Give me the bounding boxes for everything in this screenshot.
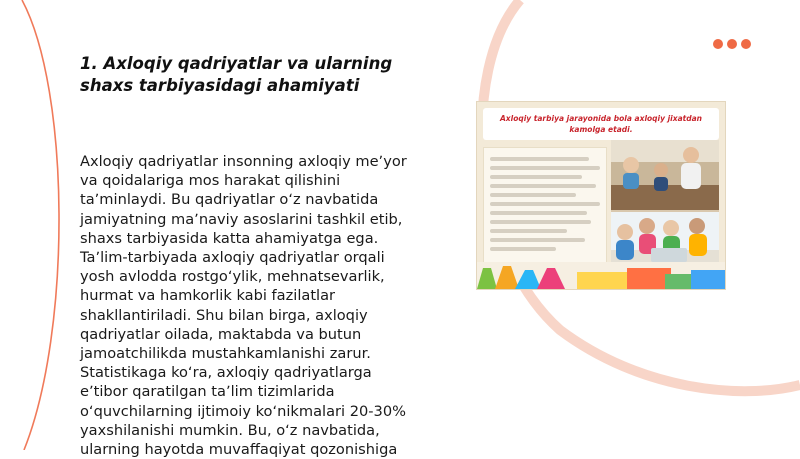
illustration-caption: Axloqiy tarbiya jarayonida bola axloqiy jixatdan kamolga etadi.: [483, 108, 719, 140]
classroom-photo: [611, 140, 719, 270]
illustration-card: [476, 101, 726, 290]
three-dots-icon: [713, 39, 751, 49]
illustration-text-placeholder: [483, 147, 607, 265]
slide-title: 1. Axloqiy qadriyatlar va ularning shaxs tarbiyasidagi ahamiyati: [80, 54, 393, 95]
colored-pencils-strip: [477, 262, 725, 289]
slide-body-text: Axloqiy qadriyatlar insonning axloqiy meʼyor va qoidalariga mos harakat qilishini taʼminlaydi. Bu qadriyatlar oʻz navbatida jamiyatning maʼnaviy asoslarini tashkil etib, shaxs tarbiyasida katta ahamiyatga ega. Taʼlim-tarbiyada axloqiy qadriyatlar orqali yosh avlodda rostgoʻylik, mehnatsevarlik, hurmat va hamkorlik kabi fazilatlar shakllantiriladi. Shu bilan birga, axloqiy qadriyatlar oilada, maktabda va butun jamoatchilikda mustahkamlanishi zarur. Statistikaga koʻra, axloqiy qadriyatlarga eʼtibor qaratilgan taʼlim tizimlarida oʻquvchilarning ijtimoiy koʻnikmalari 20-30% yaxshilanishi mumkin. Bu, oʻz navbatida, ularning hayotda muvaffaqiyat qozonishiga: [80, 153, 407, 459]
